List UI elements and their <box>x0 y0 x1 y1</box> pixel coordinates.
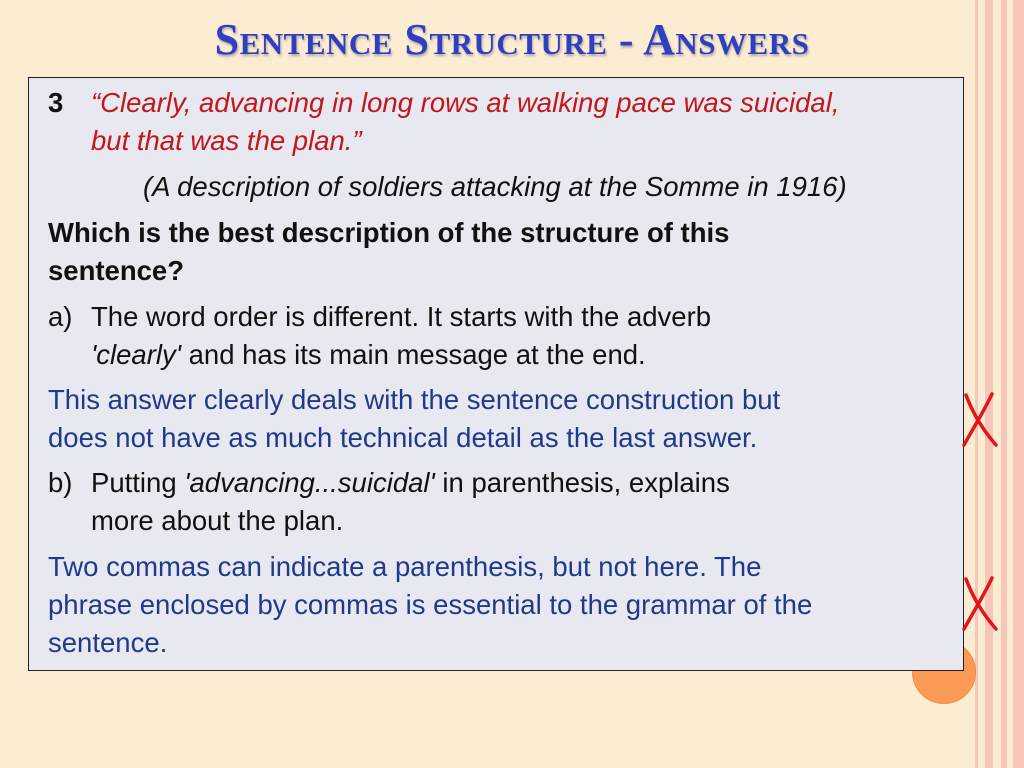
option-b-feedback-line-1: Two commas can indicate a parenthesis, but not here. The <box>48 551 762 582</box>
decorative-stripe <box>1013 0 1024 768</box>
option-a-line-2 <box>91 336 646 374</box>
decorative-stripe <box>1001 0 1007 768</box>
option-a-letter: a) <box>48 301 73 332</box>
quote-attribution: (A description of soldiers attacking at the Somme in 1916) <box>143 171 847 202</box>
option-b-line-2: more about the plan. <box>91 505 344 536</box>
answer-card <box>28 77 964 671</box>
option-b-feedback-line-2: phrase enclosed by commas is essential to the grammar of the <box>48 589 813 620</box>
option-b-italic-term: 'advancing...suicidal' <box>184 467 435 498</box>
option-a-feedback-line-2: does not have as much technical detail as the last answer. <box>48 422 758 453</box>
decorative-stripe <box>985 0 993 768</box>
question-prompt-line-1: Which is the best description of the structure of this <box>48 217 730 248</box>
option-a-feedback-line-1: This answer clearly deals with the sentence construction but <box>48 384 781 415</box>
cross-icon <box>958 575 1002 633</box>
option-a-italic-term: 'clearly' <box>91 339 181 370</box>
option-b-line-1-prefix: Putting <box>91 467 185 498</box>
option-b-letter: b) <box>48 467 73 498</box>
decorative-stripe <box>975 0 978 768</box>
question-number: 3 <box>48 87 64 118</box>
cross-icon <box>958 391 1002 449</box>
option-b-line-1 <box>91 464 730 502</box>
option-b-feedback-line-3: sentence. <box>48 627 168 658</box>
option-a-line-1: The word order is different. It starts with the adverb <box>91 301 712 332</box>
quote-line-1: “Clearly, advancing in long rows at walking pace was suicidal, <box>91 87 840 118</box>
quote-line-2: but that was the plan.” <box>91 125 362 156</box>
option-b-line-1-rest: in parenthesis, explains <box>434 467 730 498</box>
slide-title: Sentence Structure - Answers <box>214 15 810 64</box>
question-prompt-line-2: sentence? <box>48 255 185 286</box>
option-a-line-2-rest: and has its main message at the end. <box>180 339 646 370</box>
